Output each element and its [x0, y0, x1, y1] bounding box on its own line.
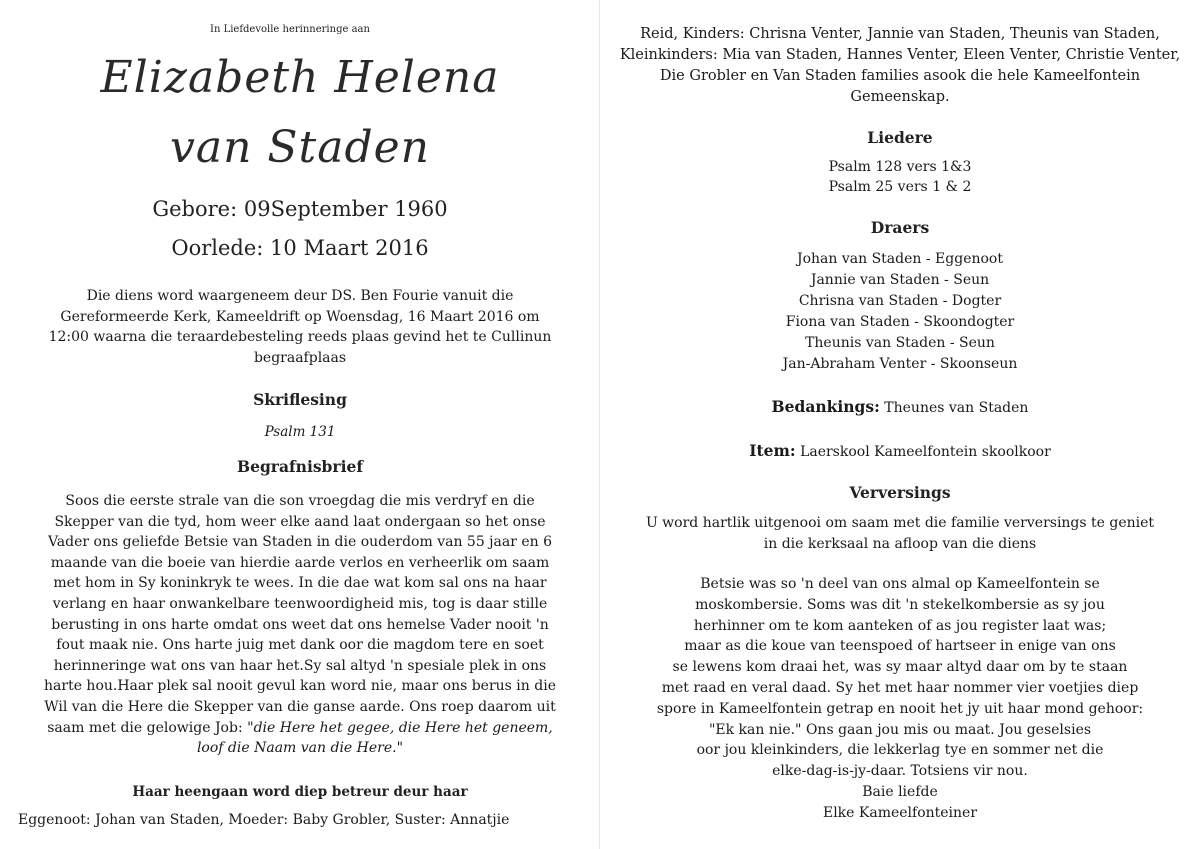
bearer-item: Johan van Staden - Eggenoot: [797, 251, 1003, 267]
tribute-line: moskombersie. Soms was dit 'n stekelkombersie as sy jou: [695, 596, 1105, 613]
death-date: Oorlede: 10 Maart 2016: [171, 236, 429, 260]
service-details: Die diens word waargeneem deur DS. Ben Fourie vanuit die Gereformeerde Kerk, Kameeldrift op Woensdag, 16 Maart 2016 om 12:00 waarna die teraardebesteling reeds plaas gevind het te Cullinun begraafplaas: [48, 288, 552, 366]
deceased-surname: van Staden: [169, 122, 430, 173]
tribute-line: "Ek kan nie." Ons gaan jou mis ou maat. Jou geselsies: [708, 721, 1092, 738]
bearer-item: Fiona van Staden - Skoondogter: [785, 314, 1015, 330]
item-row: [600, 441, 1200, 460]
birth-date: Gebore: 09September 1960: [152, 197, 448, 221]
tribute-line: elke-dag-is-jy-daar. Totsiens vir nou.: [772, 763, 1028, 780]
mourners-heading: Haar heengaan word diep betreur deur haar: [132, 784, 468, 800]
refreshments-heading: Verversings: [849, 483, 951, 502]
family-list-continued: Reid, Kinders: Chrisna Venter, Jannie van Staden, Theunis van Staden, Kleinkinders: Mia van Staden, Hannes Venter, Eleen Venter, Christie Venter, Die Grobler en Van Staden families asook die hele Kameelfontein Gemeenskap.: [619, 26, 1181, 105]
scripture-heading: Skriflesing: [253, 390, 347, 409]
letter-heading: Begrafnisbrief: [237, 457, 363, 476]
tribute-signoff: Baie liefde: [862, 783, 938, 800]
tribute-text: [630, 574, 1170, 824]
song-item: Psalm 25 vers 1 & 2: [828, 178, 972, 195]
tribute-line: spore in Kameelfontein getrap en nooit het jy uit haar mond gehoor:: [656, 700, 1144, 717]
tribute-line: se lewens kom draai het, was sy maar altyd daar om by te staan: [672, 659, 1128, 676]
tribute-line: Betsie was so 'n deel van ons almal op Kameelfontein se: [700, 576, 1100, 592]
bearer-item: Theunis van Staden - Seun: [805, 335, 995, 351]
right-page: [600, 0, 1200, 849]
songs-list: [600, 158, 1200, 197]
bearers-heading: Draers: [870, 218, 930, 237]
acknowledgements-value: Theunes van Staden: [884, 400, 1029, 416]
funeral-letter-body: Soos die eerste strale van die son vroegdag die mis verdryf en die Skepper van die tyd, hom weer elke aand laat ondergaan so het onse Vader ons geliefde Betsie van Staden in die ouderdom van 55 jaar en 6 maande van die boeie van hierdie aarde verlos en verheerlik om saam met hom in Sy koninkryk te wees. In die dae wat kom sal ons na haar verlang en haar onwankelbare teenwoordigheid mis, tog is daar stille berusting in ons harte omdat ons weet dat ons hemelse Vader nooit 'n fout maak nie. Ons harte juig met dank oor die magdom tere en soet herinneringe wat ons van haar het.Sy sal altyd 'n spesiale plek in ons harte hou.Haar plek sal nooit gevul kan word nie, maar ons berus in die Wil van die Here die Skepper van die ganse aarde. Ons roep daarom uit saam met die gelowige Job:: [44, 493, 556, 736]
deceased-first-names: Elizabeth Helena: [100, 52, 500, 103]
bearer-item: Chrisna van Staden - Dogter: [798, 293, 1002, 309]
songs-heading: Liedere: [867, 128, 933, 147]
tribute-line: maar as die koue van teenspoed of hartseer in enige van ons: [684, 638, 1116, 655]
funeral-letter-quote: "die Here het gegee, die Here het geneem, loof die Naam van die Here.": [196, 719, 553, 757]
item-value: Laerskool Kameelfontein skoolkoor: [800, 444, 1051, 460]
item-label: Item:: [749, 441, 796, 460]
tribute-line: herhinner om te kom aanteken of as jou register laat was;: [693, 617, 1107, 634]
tribute-line: oor jou kleinkinders, die lekkerlag tye en sommer net die: [696, 742, 1104, 759]
memorial-kicker: In Liefdevolle herinneringe aan: [210, 24, 370, 35]
bearers-list: [600, 249, 1200, 375]
scripture-reference: Psalm 131: [264, 424, 336, 440]
tribute-signature: Elke Kameelfonteiner: [822, 804, 978, 821]
bearer-item: Jannie van Staden - Seun: [810, 272, 990, 288]
tribute-line: met raad en veral daad. Sy het met haar nommer vier voetjies diep: [661, 679, 1139, 696]
funeral-letter: [35, 491, 565, 759]
acknowledgements-row: [600, 397, 1200, 416]
bearer-item: Jan-Abraham Venter - Skoonseun: [782, 356, 1018, 372]
family-list-start: Eggenoot: Johan van Staden, Moeder: Baby Grobler, Suster: Annatjie: [18, 812, 510, 828]
refreshments-text: U word hartlik uitgenooi om saam met die familie verversings te geniet in die kerksaal na afloop van die diens: [645, 515, 1155, 552]
song-item: Psalm 128 vers 1&3: [828, 159, 972, 175]
acknowledgements-label: Bedankings:: [771, 397, 880, 416]
